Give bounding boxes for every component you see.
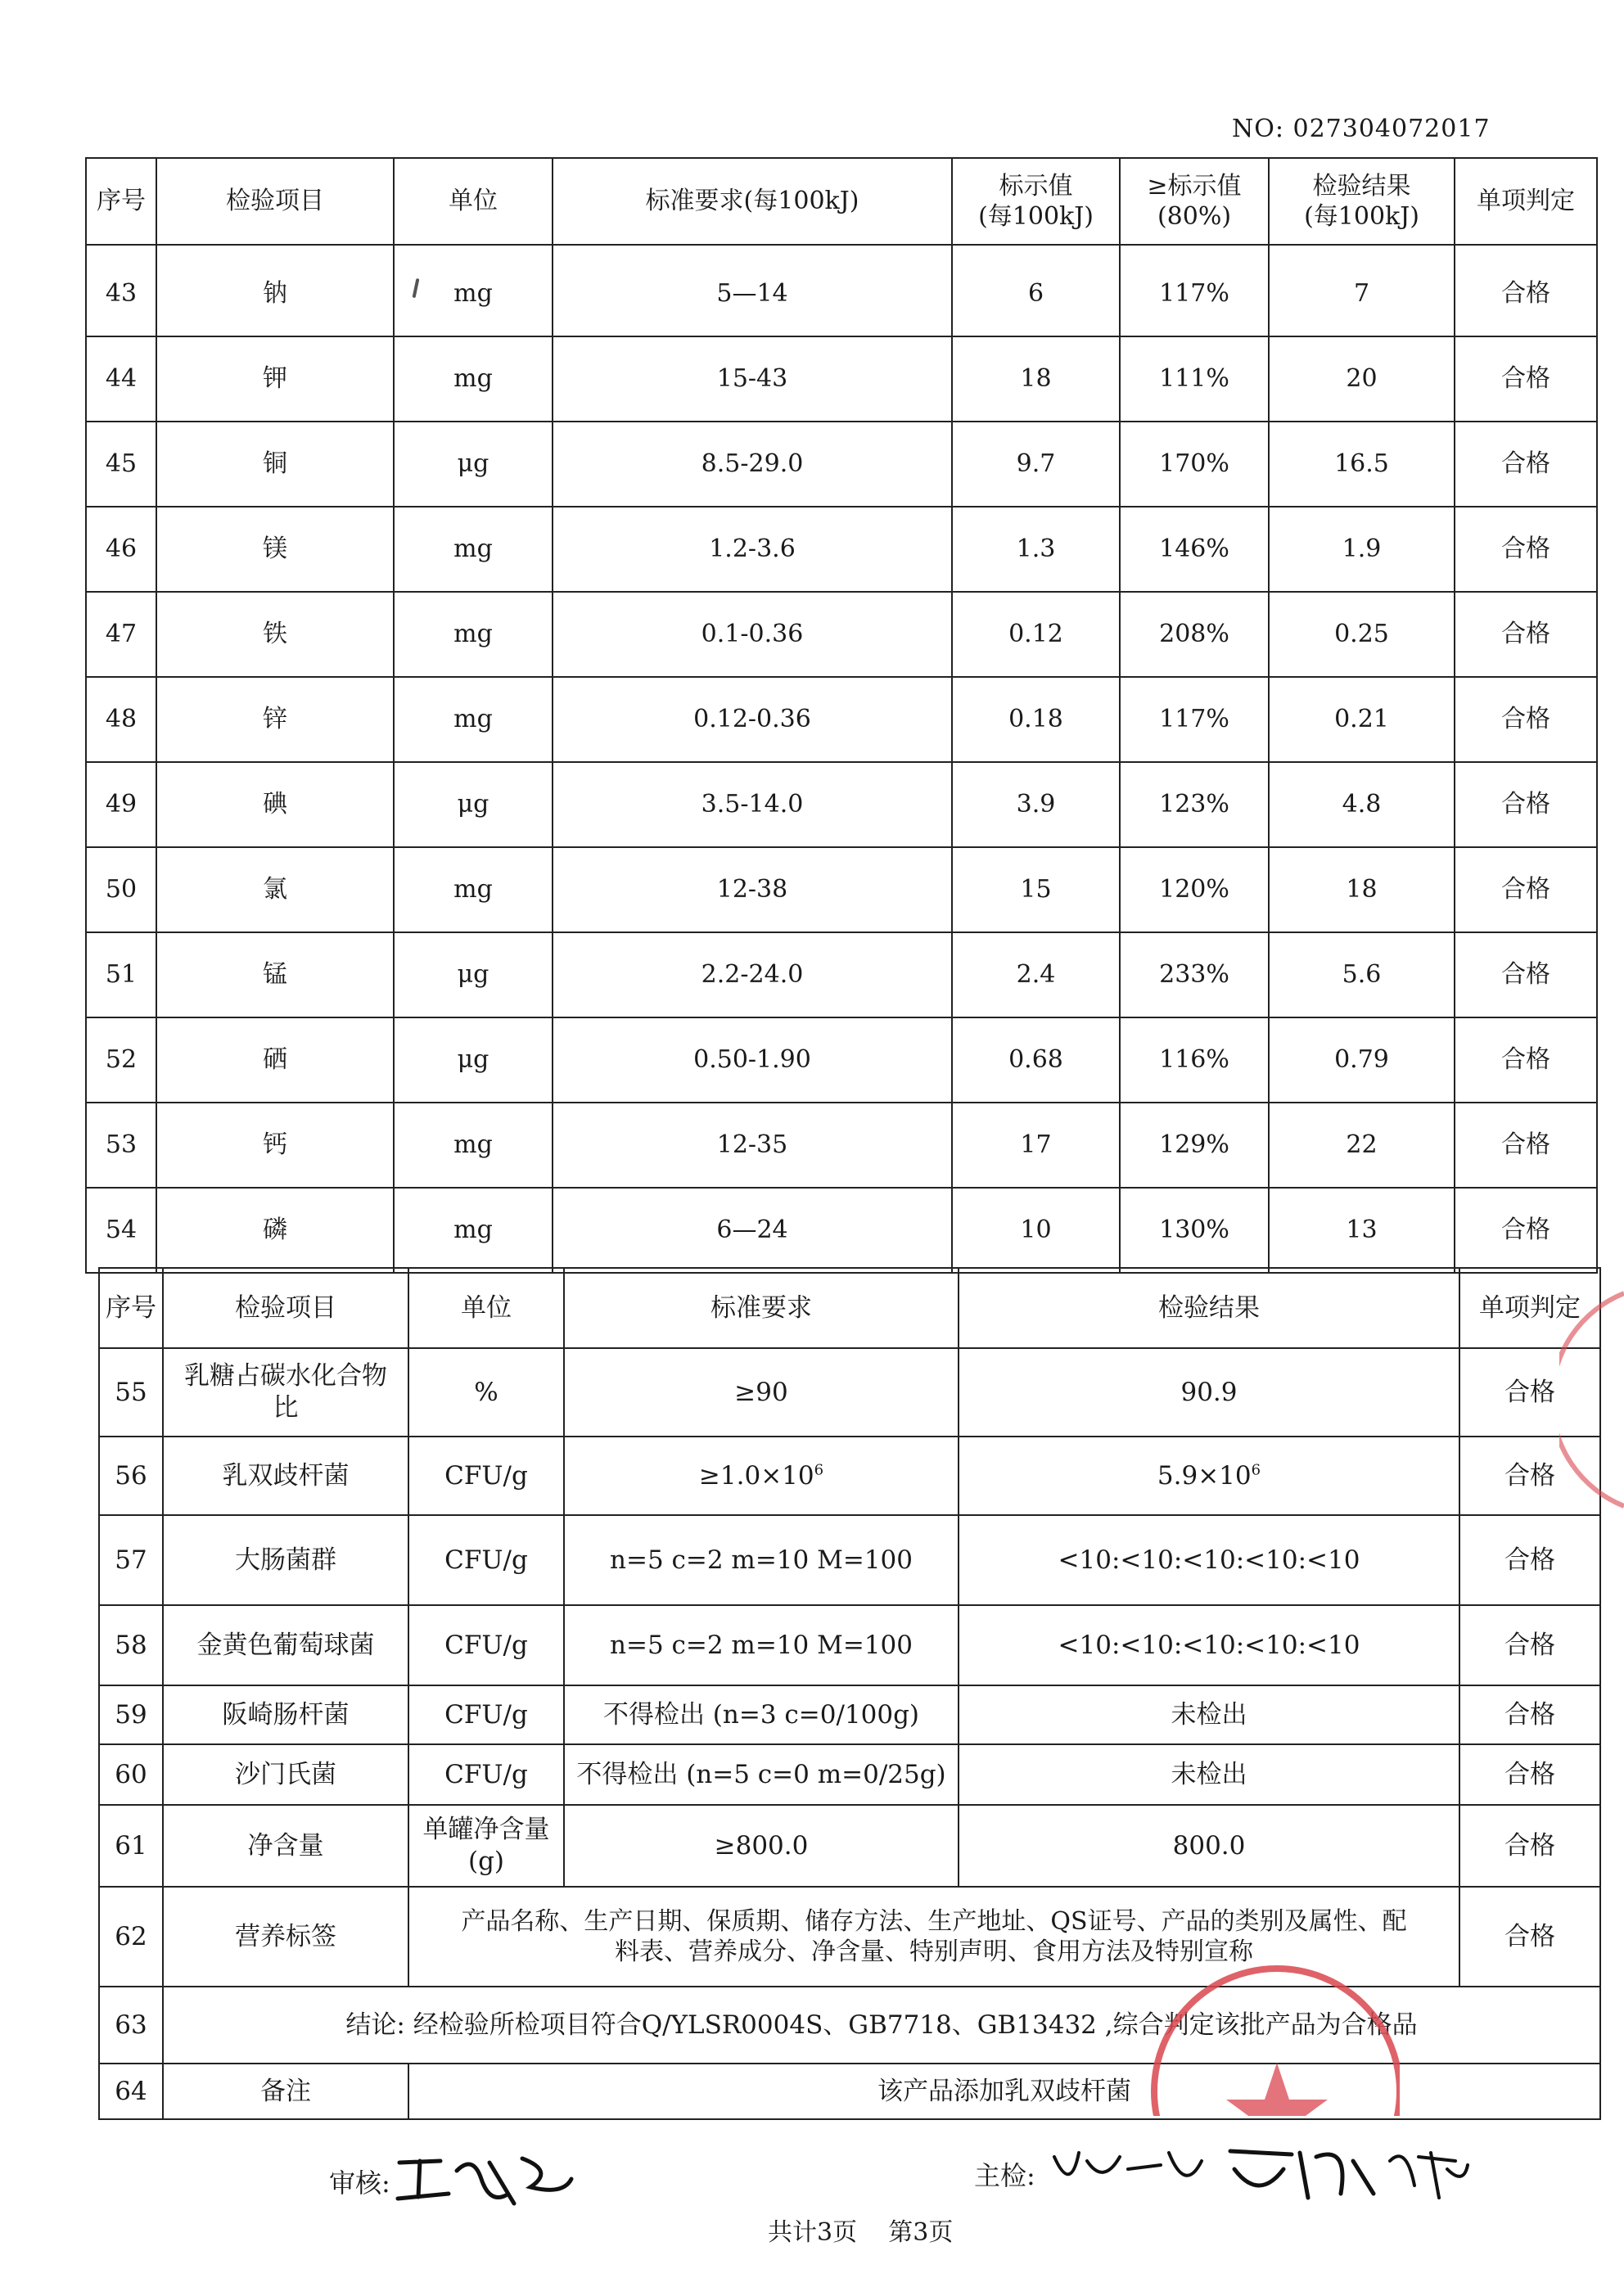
cell-item: 金黄色葡萄球菌	[163, 1605, 408, 1685]
header-label-value	[952, 158, 1120, 245]
cell-result: <10:<10:<10:<10:<10	[959, 1605, 1459, 1685]
cell-result: 16.5	[1269, 422, 1455, 507]
cell-verdict: 合格	[1455, 245, 1597, 336]
header-verdict: 单项判定	[1459, 1268, 1600, 1348]
cell-label-value: 6	[952, 245, 1120, 336]
cell-standard: 0.1-0.36	[553, 592, 952, 677]
edge-stamp	[1559, 1285, 1624, 1514]
cell-verdict: 合格	[1459, 1805, 1600, 1887]
cell-seq: 64	[99, 2064, 163, 2119]
cell-verdict: 合格	[1459, 1605, 1600, 1685]
cell-label-value: 18	[952, 336, 1120, 422]
table-row	[86, 507, 1597, 592]
cell-seq: 47	[86, 592, 156, 677]
table-row	[86, 1017, 1597, 1103]
cell-verdict: 合格	[1455, 1188, 1597, 1273]
header-seq: 序号	[86, 158, 156, 245]
cell-unit: CFU/g	[408, 1515, 564, 1605]
page-info: 共计3页 第3页	[768, 2218, 954, 2247]
cell-verdict: 合格	[1455, 677, 1597, 762]
document-number: NO: 027304072017	[1232, 115, 1491, 143]
official-stamp	[1130, 1903, 1400, 2116]
cell-ge-label: 117%	[1120, 245, 1269, 336]
cell-ge-label: 111%	[1120, 336, 1269, 422]
cell-ge-label: 123%	[1120, 762, 1269, 847]
cell-result: 22	[1269, 1103, 1455, 1188]
cell-ge-label: 130%	[1120, 1188, 1269, 1273]
reviewer-label: 审核:	[329, 2167, 390, 2199]
cell-result: 4.8	[1269, 762, 1455, 847]
cell-item-line2: 比	[273, 1393, 299, 1423]
cell-standard: 不得检出 (n=3 c=0/100g)	[564, 1685, 959, 1744]
cell-seq: 59	[99, 1685, 163, 1744]
cell-standard: ≥90	[564, 1348, 959, 1437]
cell-result: 未检出	[959, 1744, 1459, 1805]
cell-standard: 15-43	[553, 336, 952, 422]
cell-unit-line1: 单罐净含量	[422, 1815, 550, 1845]
cell-standard: 3.5-14.0	[553, 762, 952, 847]
cell-seq: 46	[86, 507, 156, 592]
cell-item: 镁	[156, 507, 394, 592]
header-ge-label-line2: (80%)	[1157, 202, 1232, 231]
standard-base: ≥1.0×10	[698, 1460, 814, 1491]
table-row	[99, 1515, 1600, 1605]
cell-standard: 2.2-24.0	[553, 932, 952, 1017]
cell-label-value: 9.7	[952, 422, 1120, 507]
cell-item: 铁	[156, 592, 394, 677]
table-header-row	[86, 158, 1597, 245]
cell-item: 碘	[156, 762, 394, 847]
cell-seq: 49	[86, 762, 156, 847]
cell-result: 0.21	[1269, 677, 1455, 762]
cell-standard: 0.50-1.90	[553, 1017, 952, 1103]
cell-item: 氯	[156, 847, 394, 932]
result-base: 5.9×10	[1157, 1460, 1252, 1491]
cell-verdict: 合格	[1455, 592, 1597, 677]
table-row	[86, 336, 1597, 422]
cell-seq: 60	[99, 1744, 163, 1805]
cell-item: 钾	[156, 336, 394, 422]
table-row	[99, 1605, 1600, 1685]
cell-result: 0.25	[1269, 592, 1455, 677]
cell-seq: 52	[86, 1017, 156, 1103]
cell-result: 0.79	[1269, 1017, 1455, 1103]
cell-result: 1.9	[1269, 507, 1455, 592]
cell-unit-line2: (g)	[467, 1847, 505, 1876]
cell-unit	[408, 1805, 564, 1887]
cell-unit: mg	[394, 847, 553, 932]
table-row	[99, 1805, 1600, 1887]
cell-seq: 44	[86, 336, 156, 422]
cell-item: 沙门氏菌	[163, 1744, 408, 1805]
header-result	[1269, 158, 1455, 245]
cell-seq: 56	[99, 1437, 163, 1515]
cell-standard: 12-38	[553, 847, 952, 932]
cell-unit: CFU/g	[408, 1605, 564, 1685]
cell-verdict: 合格	[1459, 1744, 1600, 1805]
cell-standard: 0.12-0.36	[553, 677, 952, 762]
cell-verdict: 合格	[1455, 507, 1597, 592]
cell-seq: 54	[86, 1188, 156, 1273]
cell-label-value: 17	[952, 1103, 1120, 1188]
cell-unit: mg	[394, 507, 553, 592]
cell-standard: 不得检出 (n=5 c=0 m=0/25g)	[564, 1744, 959, 1805]
cell-unit: μg	[394, 1017, 553, 1103]
table-row	[99, 1744, 1600, 1805]
cell-unit: mg	[394, 245, 553, 336]
cell-label-value: 0.68	[952, 1017, 1120, 1103]
header-standard: 标准要求(每100kJ)	[553, 158, 952, 245]
cell-item: 锌	[156, 677, 394, 762]
table-row	[86, 932, 1597, 1017]
cell-result: <10:<10:<10:<10:<10	[959, 1515, 1459, 1605]
table-row	[86, 592, 1597, 677]
cell-unit: CFU/g	[408, 1685, 564, 1744]
table-row	[86, 1188, 1597, 1273]
cell-seq: 51	[86, 932, 156, 1017]
cell-label-value: 10	[952, 1188, 1120, 1273]
label-requirements-line2: 料表、营养成分、净含量、特别声明、食用方法及特别宣称	[615, 1937, 1253, 1966]
table-row	[86, 245, 1597, 336]
cell-ge-label: 117%	[1120, 677, 1269, 762]
label-requirements-line1: 产品名称、生产日期、保质期、储存方法、生产地址、QS证号、产品的类别及属性、配	[461, 1906, 1407, 1936]
cell-verdict: 合格	[1459, 1887, 1600, 1987]
cell-verdict: 合格	[1455, 1103, 1597, 1188]
cell-item: 铜	[156, 422, 394, 507]
cell-standard	[564, 1437, 959, 1515]
cell-standard: 8.5-29.0	[553, 422, 952, 507]
cell-standard: n=5 c=2 m=10 M=100	[564, 1515, 959, 1605]
cell-result: 7	[1269, 245, 1455, 336]
cell-verdict: 合格	[1459, 1515, 1600, 1605]
cell-result	[959, 1437, 1459, 1515]
cell-seq: 48	[86, 677, 156, 762]
cell-item: 乳双歧杆菌	[163, 1437, 408, 1515]
header-unit: 单位	[394, 158, 553, 245]
cell-ge-label: 120%	[1120, 847, 1269, 932]
table-row	[99, 1437, 1600, 1515]
cell-ge-label: 116%	[1120, 1017, 1269, 1103]
cell-item	[163, 1348, 408, 1437]
cell-verdict: 合格	[1455, 1017, 1597, 1103]
cell-unit: μg	[394, 422, 553, 507]
cell-item: 磷	[156, 1188, 394, 1273]
cell-standard: 6—24	[553, 1188, 952, 1273]
cell-standard: 12-35	[553, 1103, 952, 1188]
cell-verdict: 合格	[1455, 847, 1597, 932]
cell-ge-label: 170%	[1120, 422, 1269, 507]
cell-verdict: 合格	[1459, 1348, 1600, 1437]
cell-seq: 53	[86, 1103, 156, 1188]
cell-seq: 45	[86, 422, 156, 507]
cell-unit: CFU/g	[408, 1437, 564, 1515]
inspector-label: 主检:	[974, 2160, 1035, 2191]
cell-result: 20	[1269, 336, 1455, 422]
cell-ge-label: 129%	[1120, 1103, 1269, 1188]
cell-seq: 57	[99, 1515, 163, 1605]
cell-item: 营养标签	[163, 1887, 408, 1987]
table-row	[86, 422, 1597, 507]
header-result-line1: 检验结果	[1312, 171, 1411, 201]
remark-text: 该产品添加乳双歧杆菌	[408, 2064, 1600, 2119]
cell-item: 净含量	[163, 1805, 408, 1887]
standard-exponent: 6	[814, 1461, 824, 1479]
cell-item: 大肠菌群	[163, 1515, 408, 1605]
table-row	[86, 762, 1597, 847]
cell-unit: mg	[394, 677, 553, 762]
cell-seq: 55	[99, 1348, 163, 1437]
cell-unit: μg	[394, 762, 553, 847]
cell-unit: mg	[394, 592, 553, 677]
cell-standard: ≥800.0	[564, 1805, 959, 1887]
cell-unit: μg	[394, 932, 553, 1017]
header-ge-label	[1120, 158, 1269, 245]
header-label-value-line1: 标示值	[999, 171, 1073, 201]
cell-verdict: 合格	[1459, 1437, 1600, 1515]
cell-unit: CFU/g	[408, 1744, 564, 1805]
cell-label-value: 3.9	[952, 762, 1120, 847]
cell-seq: 61	[99, 1805, 163, 1887]
cell-seq: 63	[99, 1987, 163, 2064]
cell-label-value: 0.12	[952, 592, 1120, 677]
cell-item: 备注	[163, 2064, 408, 2119]
cell-item: 阪崎肠杆菌	[163, 1685, 408, 1744]
header-ge-label-line1: ≥标示值	[1147, 171, 1242, 201]
cell-unit: mg	[394, 1188, 553, 1273]
header-item: 检验项目	[156, 158, 394, 245]
header-unit: 单位	[408, 1268, 564, 1348]
header-verdict: 单项判定	[1455, 158, 1597, 245]
cell-verdict: 合格	[1455, 762, 1597, 847]
cell-ge-label: 208%	[1120, 592, 1269, 677]
cell-verdict: 合格	[1455, 336, 1597, 422]
table-row	[86, 677, 1597, 762]
cell-seq: 50	[86, 847, 156, 932]
cell-seq: 58	[99, 1605, 163, 1685]
cell-unit: mg	[394, 336, 553, 422]
cell-ge-label: 233%	[1120, 932, 1269, 1017]
header-seq: 序号	[99, 1268, 163, 1348]
cell-unit: %	[408, 1348, 564, 1437]
cell-standard: 5—14	[553, 245, 952, 336]
cell-label-value: 0.18	[952, 677, 1120, 762]
cell-label-value: 2.4	[952, 932, 1120, 1017]
cell-verdict: 合格	[1455, 422, 1597, 507]
cell-label-value: 1.3	[952, 507, 1120, 592]
cell-result: 13	[1269, 1188, 1455, 1273]
cell-verdict: 合格	[1459, 1685, 1600, 1744]
table-row	[99, 1348, 1600, 1437]
cell-result: 800.0	[959, 1805, 1459, 1887]
cell-result: 18	[1269, 847, 1455, 932]
cell-seq: 43	[86, 245, 156, 336]
table-row	[99, 1685, 1600, 1744]
cell-unit: mg	[394, 1103, 553, 1188]
conclusion-text: 结论: 经检验所检项目符合Q/YLSR0004S、GB7718、GB13432 ,综合判定该批产品为合格品	[163, 1987, 1600, 2064]
cell-item-line1: 乳糖占碳水化合物	[184, 1361, 387, 1392]
inspector-signature	[1046, 2136, 1472, 2210]
cell-item: 锰	[156, 932, 394, 1017]
header-result: 检验结果	[959, 1268, 1459, 1348]
header-item: 检验项目	[163, 1268, 408, 1348]
cell-item: 钠	[156, 245, 394, 336]
table-header-row	[99, 1268, 1600, 1348]
header-standard: 标准要求	[564, 1268, 959, 1348]
reviewer-signature	[391, 2146, 580, 2212]
table-row	[86, 1103, 1597, 1188]
result-exponent: 6	[1251, 1461, 1261, 1479]
cell-verdict: 合格	[1455, 932, 1597, 1017]
cell-result: 未检出	[959, 1685, 1459, 1744]
cell-item: 钙	[156, 1103, 394, 1188]
cell-seq: 62	[99, 1887, 163, 1987]
header-result-line2: (每100kJ)	[1304, 202, 1419, 231]
cell-label-value: 15	[952, 847, 1120, 932]
cell-standard: n=5 c=2 m=10 M=100	[564, 1605, 959, 1685]
cell-ge-label: 146%	[1120, 507, 1269, 592]
nutrient-table	[85, 157, 1598, 1274]
cell-result: 90.9	[959, 1348, 1459, 1437]
cell-standard: 1.2-3.6	[553, 507, 952, 592]
cell-result: 5.6	[1269, 932, 1455, 1017]
table-row	[86, 847, 1597, 932]
header-label-value-line2: (每100kJ)	[978, 202, 1094, 231]
cell-item: 硒	[156, 1017, 394, 1103]
